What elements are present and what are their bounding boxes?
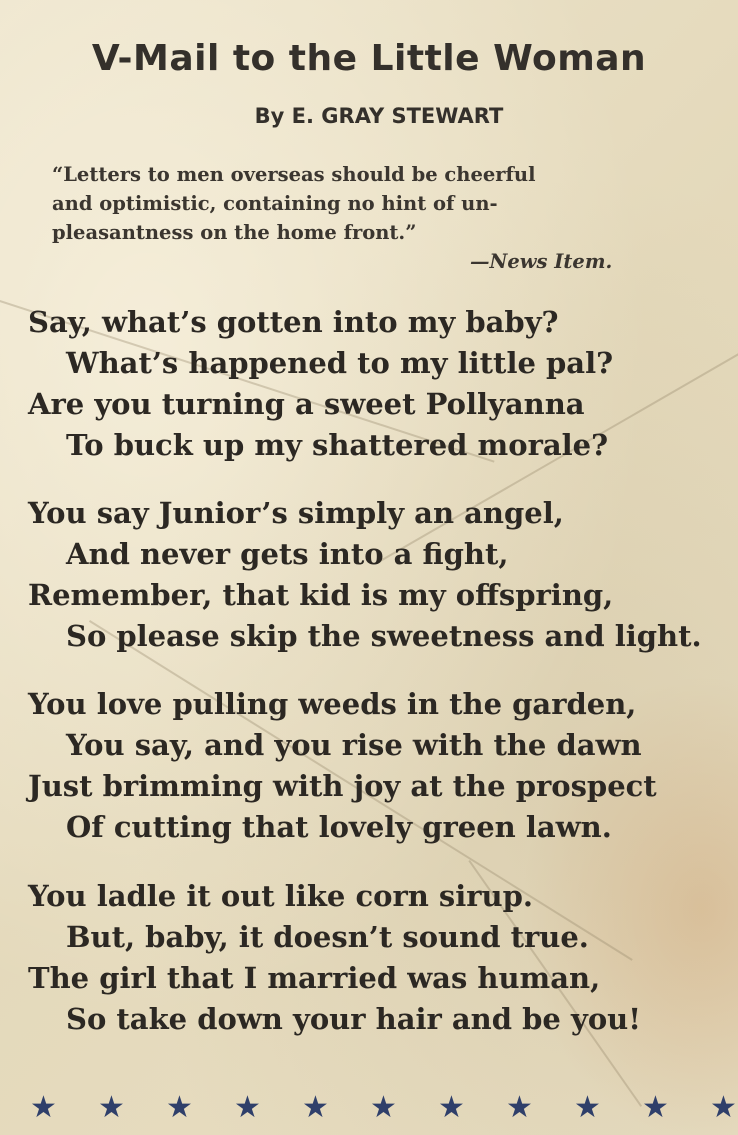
star-icon: ★ (166, 1090, 193, 1125)
verse-line: Remember, that kid is my offspring, (28, 578, 614, 612)
star-icon: ★ (506, 1090, 533, 1125)
epigraph-attribution: —News Item. (470, 250, 613, 273)
verse-line: Are you turning a sweet Pollyanna (28, 387, 585, 421)
verse-line: So please skip the sweetness and light. (66, 619, 702, 653)
verse-line: You love pulling weeds in the garden, (28, 687, 637, 721)
star-icon: ★ (710, 1090, 737, 1125)
verse-line: And never gets into a fight, (66, 537, 509, 571)
star-icon: ★ (234, 1090, 261, 1125)
verse-line: Of cutting that lovely green lawn. (66, 810, 612, 844)
star-border (0, 1088, 738, 1128)
verse-line: To buck up my shattered morale? (66, 428, 609, 462)
epigraph (52, 160, 692, 247)
star-icon: ★ (370, 1090, 397, 1125)
verse-line: What’s happened to my little pal? (66, 346, 614, 380)
verse-line: You say Junior’s simply an angel, (28, 496, 564, 530)
epigraph-line: pleasantness on the home front.” (52, 221, 417, 244)
epigraph-line: and optimistic, containing no hint of un- (52, 192, 498, 215)
verse-line: You ladle it out like corn sirup. (28, 879, 533, 913)
stanza-3 (28, 684, 738, 848)
stanza-2 (28, 493, 738, 657)
star-icon: ★ (302, 1090, 329, 1125)
poem-title: V-Mail to the Little Woman (91, 38, 647, 79)
verse-line: You say, and you rise with the dawn (66, 728, 642, 762)
star-icon: ★ (98, 1090, 125, 1125)
poem-byline: By E. GRAY STEWART (254, 104, 504, 128)
star-icon: ★ (30, 1090, 57, 1125)
star-icon: ★ (574, 1090, 601, 1125)
star-icon: ★ (438, 1090, 465, 1125)
star-icon: ★ (642, 1090, 669, 1125)
verse-line: Say, what’s gotten into my baby? (28, 305, 559, 339)
stanza-1 (28, 302, 738, 466)
verse-line: But, baby, it doesn’t sound true. (66, 920, 589, 954)
epigraph-line: “Letters to men overseas should be cheerful (52, 163, 536, 186)
stanza-4 (28, 876, 738, 1040)
verse-line: Just brimming with joy at the prospect (28, 769, 657, 803)
verse-line: So take down your hair and be you! (66, 1002, 641, 1036)
verse-line: The girl that I married was human, (28, 961, 601, 995)
